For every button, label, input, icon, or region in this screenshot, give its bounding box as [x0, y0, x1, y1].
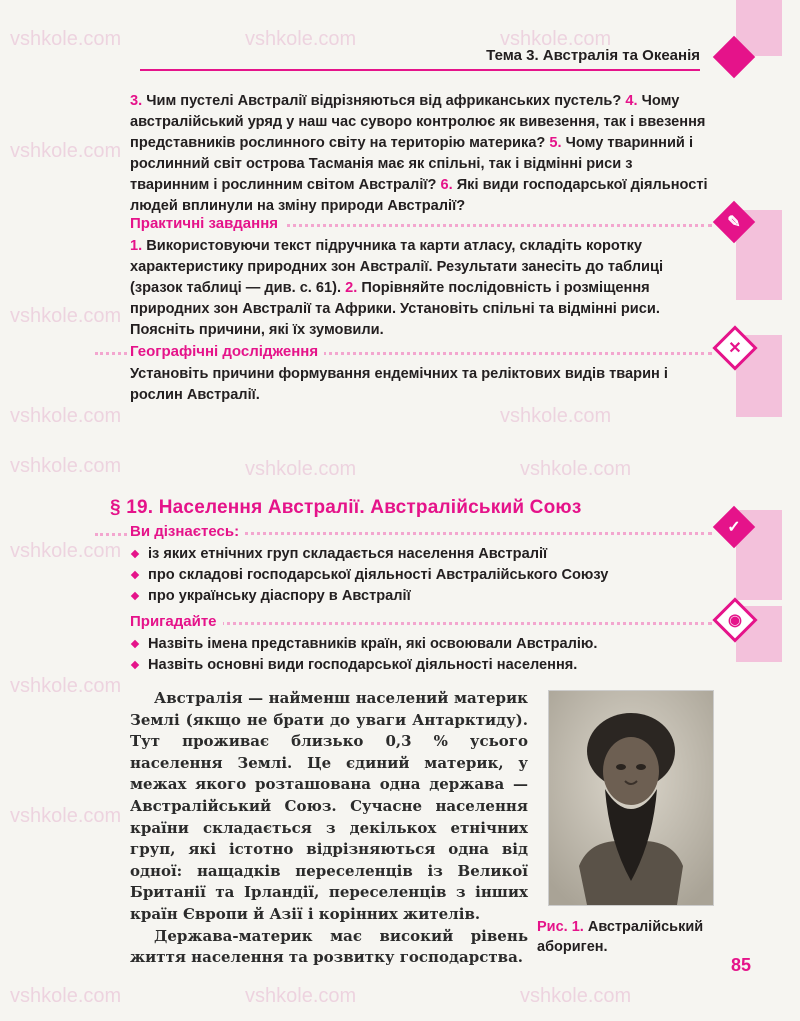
- watermark: vshkole.com: [245, 28, 357, 50]
- dotted-rule: [95, 533, 133, 536]
- body-text: [130, 688, 528, 969]
- question-text: Чому австралійський уряд у наш час суворо контролює як вивезення, так і ввезення представників рослинного світу на територію материка?: [130, 93, 706, 151]
- body-paragraph: Австралія — найменш населений материк Землі (якщо не брати до уваги Антарктиду). Тут проживає близько 0,3 % усього населення Землі. Це єдиний материк, у межах якого розташована одна держава — Австралійський Союз. Сучасне населення країни складається з декількох етнічних груп, які істотно відрізняються одна від одної: нащадків переселенців із Великої Британії та Ірландії, переселенців з інших країн Європи й Азії і корінних жителів.: [130, 689, 528, 923]
- task-text: Використовуючи текст підручника та карти атласу, складіть коротку характеристику природних зон Австралії. Результати занесіть до таблиці (зразок таблиці — див. с. 61).: [130, 238, 664, 296]
- recall-title: Пригадайте: [130, 613, 223, 630]
- dotted-rule: [95, 352, 133, 355]
- question-text: Чим пустелі Австралії відрізняються від африканських пустель?: [146, 93, 622, 109]
- watermark: vshkole.com: [10, 675, 122, 697]
- figure-caption-text: Австралійський абориген.: [537, 919, 704, 955]
- aborigine-photo: [548, 690, 714, 906]
- watermark: vshkole.com: [10, 28, 122, 50]
- practical-heading: [130, 215, 712, 235]
- watermark: vshkole.com: [10, 305, 122, 327]
- list-item: про українську діаспору в Австралії: [130, 586, 714, 607]
- question-number: 4.: [625, 93, 638, 109]
- learn-list: [130, 544, 714, 607]
- list-item: із яких етнічних груп складається населення Австралії: [130, 544, 714, 565]
- watermark: vshkole.com: [10, 405, 122, 427]
- task-number: 2.: [345, 280, 358, 296]
- watermark: vshkole.com: [10, 805, 122, 827]
- question-number: 6.: [440, 177, 453, 193]
- watermark: vshkole.com: [10, 540, 122, 562]
- recall-heading: [130, 613, 712, 633]
- list-item: Назвіть імена представників країн, які освоювали Австралію.: [130, 634, 714, 655]
- research-heading: [130, 343, 712, 363]
- watermark: vshkole.com: [500, 28, 612, 50]
- pencil-icon: ✎: [713, 201, 755, 243]
- header-rule: [140, 69, 700, 71]
- questions-block: [130, 91, 714, 217]
- watermark: vshkole.com: [245, 985, 357, 1007]
- watermark: vshkole.com: [10, 455, 122, 477]
- body-paragraph: Держава-материк має високий рівень життя населення та розвитку господарства.: [130, 926, 528, 967]
- watermark: vshkole.com: [520, 458, 632, 480]
- checkmark-icon: ✓: [713, 506, 755, 548]
- research-title: Географічні дослідження: [130, 343, 324, 360]
- question-text: Чому тваринний і рослинний світ острова Тасманія має як спільні, так і відмінні риси з тваринним і рослинним світом Австралії?: [130, 135, 694, 193]
- eye-icon: ◉: [712, 597, 757, 642]
- task-number: 1.: [130, 238, 143, 254]
- watermark: vshkole.com: [10, 140, 122, 162]
- watermark: vshkole.com: [520, 985, 632, 1007]
- question-text: Які види господарської діяльності людей вплинули на зміну природи Австралії?: [130, 177, 708, 214]
- list-item: про складові господарської діяльності Австралійського Союзу: [130, 565, 714, 586]
- question-number: 5.: [549, 135, 562, 151]
- paragraph-title: § 19. Населення Австралії. Австралійський Союз: [110, 497, 582, 518]
- figure-label: Рис. 1.: [537, 919, 584, 935]
- running-header: Тема 3. Австралія та Океанія: [486, 47, 700, 64]
- recall-list: [130, 634, 714, 676]
- portrait-illustration: [549, 691, 713, 905]
- page-number: 85: [731, 955, 752, 975]
- learn-title: Ви дізнаєтесь:: [130, 523, 245, 540]
- question-number: 3.: [130, 93, 143, 109]
- watermark: vshkole.com: [10, 985, 122, 1007]
- learn-heading: [130, 523, 712, 543]
- watermark: vshkole.com: [245, 458, 357, 480]
- figure-caption: [537, 917, 727, 957]
- research-text: Установіть причини формування ендемічних та реліктових видів тварин і рослин Австралії.: [130, 366, 668, 403]
- task-text: Порівняйте послідовність і розміщення природних зон Австралії та Африки. Установіть спільні та відмінні риси. Поясніть причини, які їх зумовили.: [130, 280, 660, 338]
- practical-block: [130, 236, 714, 341]
- compass-icon: ✕: [712, 325, 757, 370]
- watermark: vshkole.com: [500, 405, 612, 427]
- list-item: Назвіть основні види господарської діяльності населення.: [130, 655, 714, 676]
- practical-title: Практичні завдання: [130, 215, 284, 232]
